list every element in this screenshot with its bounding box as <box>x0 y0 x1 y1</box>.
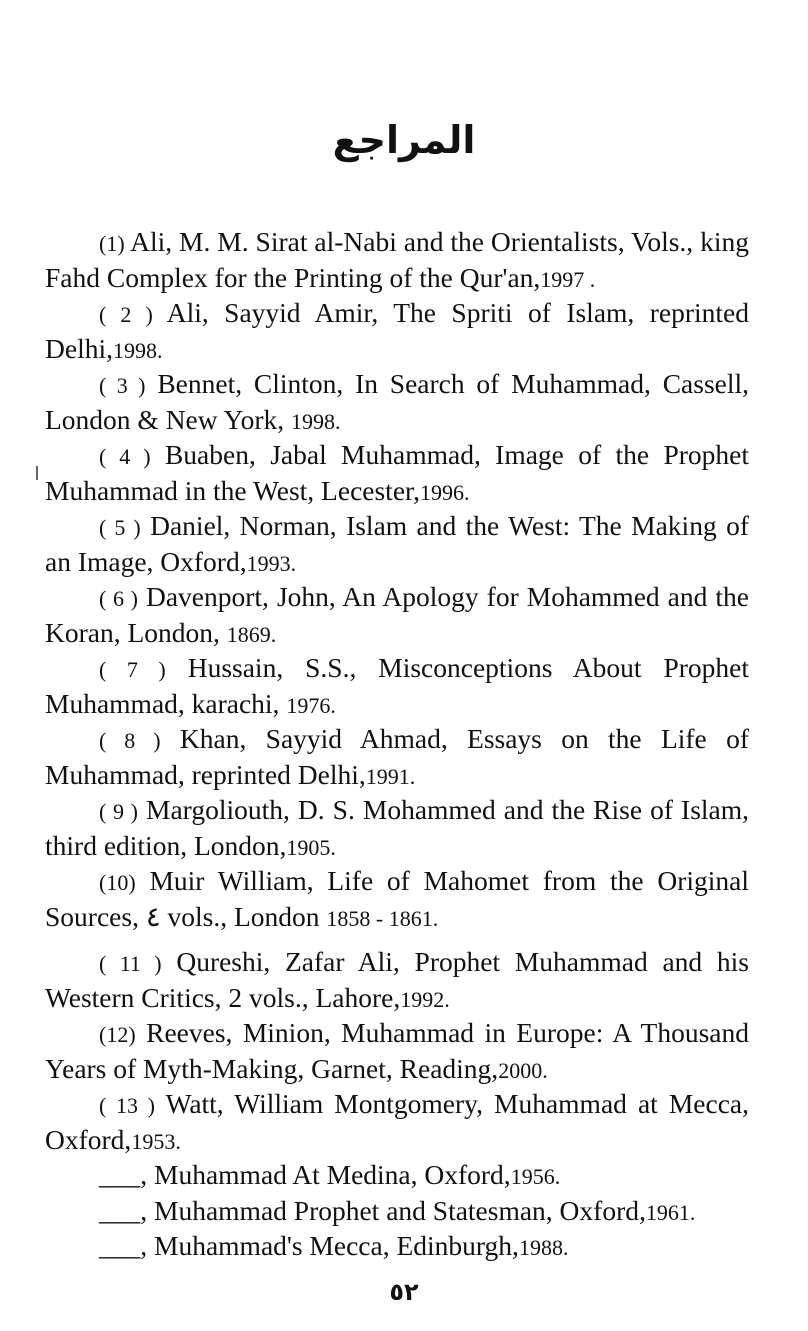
reference-text: Watt, William Montgomery, Muhammad at Mecca, Oxford, <box>45 1088 749 1155</box>
reference-text: Davenport, John, An Apology for Mohammed and the Koran, London, <box>45 581 750 648</box>
reference-item <box>45 438 749 509</box>
page-title: المراجع <box>332 118 476 162</box>
reference-item <box>45 225 749 296</box>
reference-text: Bennet, Clinton, In Search of Muhammad, Cassell, London & New York, <box>45 368 750 435</box>
reference-item <box>45 1016 749 1087</box>
reference-list <box>45 225 749 1265</box>
reference-number: ( 7 ) <box>99 657 166 682</box>
reference-text: Khan, Sayyid Ahmad, Essays on the Life of Muhammad, reprinted Delhi, <box>45 723 749 790</box>
ditto-reference <box>45 1158 749 1194</box>
reference-number: ( 6 ) <box>99 586 138 611</box>
reference-year: 1992. <box>400 986 450 1012</box>
reference-text: Qureshi, Zafar Ali, Prophet Muhammad and his Western Critics, 2 vols., Lahore, <box>45 946 749 1013</box>
reference-year: 1976. <box>286 692 336 718</box>
reference-year: 1997 . <box>540 266 596 292</box>
reference-year: 1996. <box>419 479 470 505</box>
reference-number: ( 4 ) <box>99 444 151 469</box>
reference-item <box>45 945 749 1016</box>
reference-item <box>45 367 749 438</box>
reference-year: 1998. <box>290 408 341 434</box>
reference-number: ( 11 ) <box>99 951 162 976</box>
reference-number: (12) <box>99 1022 136 1047</box>
reference-number: ( 9 ) <box>99 799 138 824</box>
reference-number: ( 3 ) <box>99 373 146 398</box>
reference-text: Margoliouth, D. S. Mohammed and the Rise of Islam, third edition, London, <box>45 794 750 861</box>
reference-year: 2000. <box>498 1057 548 1083</box>
reference-text: , Muhammad's Mecca, Edinburgh, <box>140 1230 519 1261</box>
reference-text: Reeves, Minion, Muhammad in Europe: A Thousand Years of Myth-Making, Garnet, Reading, <box>45 1017 750 1084</box>
reference-number: (1) <box>99 231 125 256</box>
reference-text: Buaben, Jabal Muhammad, Image of the Prophet Muhammad in the West, Lecester, <box>45 439 749 506</box>
reference-item <box>45 722 749 793</box>
reference-year: 1858 - 1861. <box>326 905 439 931</box>
reference-item <box>45 1087 749 1158</box>
reference-text: , Muhammad At Medina, Oxford, <box>140 1159 511 1190</box>
reference-number: ( 13 ) <box>99 1093 155 1118</box>
ditto-blank: ___ <box>99 1194 141 1226</box>
reference-year: 1993. <box>246 550 297 576</box>
reference-text: Ali, M. M. Sirat al-Nabi and the Orientalists, Vols., king Fahd Complex for the Printing of the Qur'an, <box>45 226 749 293</box>
ditto-reference <box>45 1229 749 1265</box>
ditto-reference <box>45 1194 749 1230</box>
reference-item <box>45 793 749 864</box>
page-number: ٥٢ <box>389 1278 419 1306</box>
reference-year: 1869. <box>226 621 277 647</box>
ditto-blank: ___ <box>99 1230 141 1261</box>
reference-year: 1991. <box>365 763 416 789</box>
reference-text: , Muhammad Prophet and Statesman, Oxford, <box>140 1194 646 1226</box>
reference-text: Muir William, Life of Mahomet from the Original Sources, ٤ vols., London <box>45 865 750 932</box>
reference-number: ( 5 ) <box>99 515 141 540</box>
reference-number: ( 2 ) <box>99 302 153 327</box>
reference-number: ( 8 ) <box>99 728 161 753</box>
reference-year: 1905. <box>286 834 336 860</box>
reference-item <box>45 651 749 722</box>
reference-year: 1956. <box>510 1164 561 1189</box>
reference-number: (10) <box>99 870 136 895</box>
reference-year: 1988. <box>518 1235 569 1260</box>
reference-item <box>45 864 749 935</box>
ditto-blank: ___ <box>99 1159 141 1190</box>
reference-text: Hussain, S.S., Misconceptions About Prophet Muhammad, karachi, <box>45 652 750 719</box>
reference-year: 1998. <box>112 337 163 363</box>
reference-item <box>45 509 749 580</box>
reference-item <box>45 580 749 651</box>
reference-item <box>45 296 749 367</box>
reference-text: Ali, Sayyid Amir, The Spriti of Islam, reprinted Delhi, <box>45 297 749 364</box>
reference-text: Daniel, Norman, Islam and the West: The Making of an Image, Oxford, <box>45 510 750 577</box>
margin-mark <box>36 466 38 480</box>
reference-year: 1961. <box>645 1199 696 1225</box>
reference-year: 1953. <box>131 1128 181 1154</box>
